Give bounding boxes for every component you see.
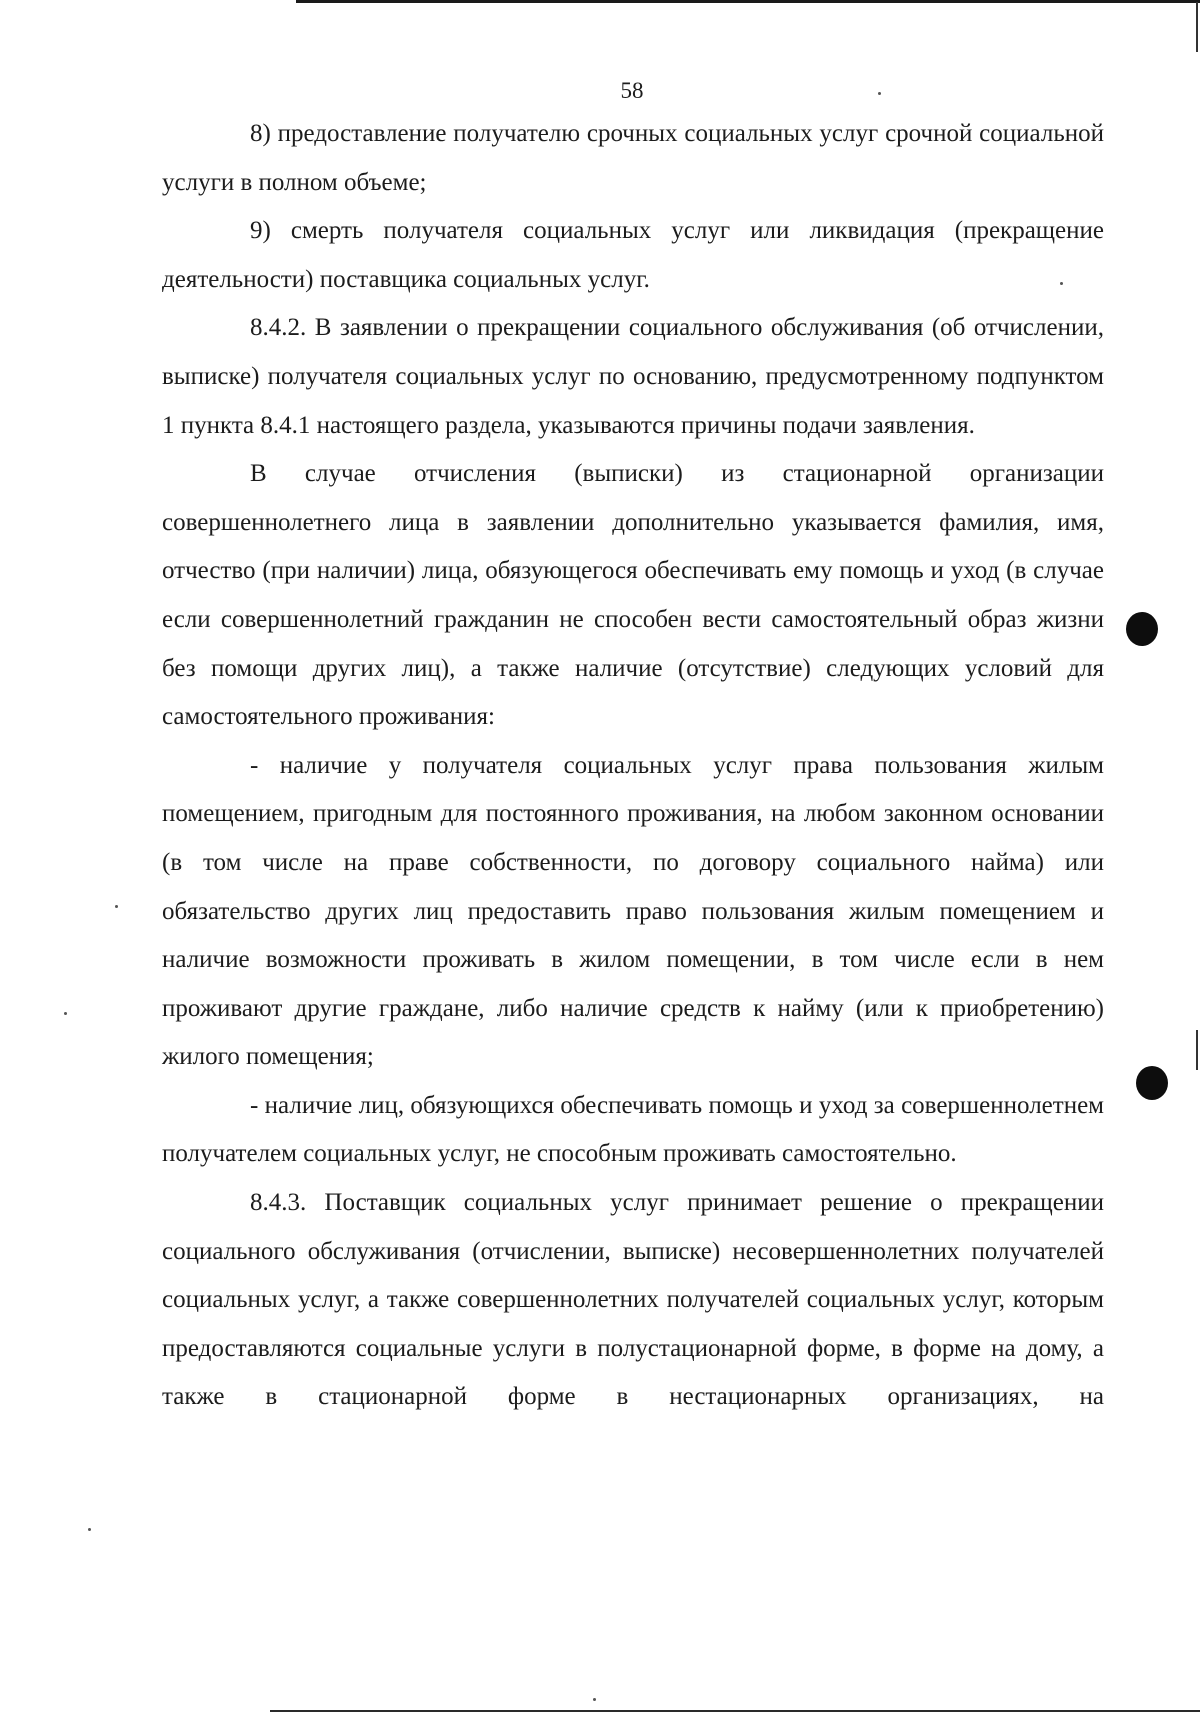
scan-speck	[64, 1012, 67, 1015]
paragraph-item-9: 9) смерть получателя социальных услуг или ликвидация (прекращение деятельности) поставщика социальных услуг.	[162, 217, 1104, 293]
scan-speck	[878, 92, 881, 95]
paragraph-care-persons-condition: - наличие лиц, обязующихся обеспечивать помощь и уход за совершеннолетнем получателем социальных услуг, не способным проживать самостоятельно.	[162, 1091, 1104, 1168]
bottom-edge-rule	[270, 1710, 1200, 1712]
top-edge-rule	[296, 0, 1200, 3]
hole-punch-mark	[1136, 1066, 1168, 1100]
paragraph-8-4-2: 8.4.2. В заявлении о прекращении социального обслуживания (об отчислении, выписке) получателя социальных услуг по основанию, предусмотренному подпунктом 1 пункта 8.4.1 настоящего раздела, указываются причины подачи заявления.	[162, 314, 1104, 439]
scan-speck	[88, 1528, 91, 1531]
paragraph-8-4-3: 8.4.3. Поставщик социальных услуг принимает решение о прекращении социального обслуживания (отчислении, выписке) несовершеннолетних получателей социальных услуг, а также совершеннолетних получателей социальных услуг, которым предоставляются социальные услуги в полустационарной форме, в форме на дому, а также в стационарной форме в нестационарных организациях, на	[162, 1189, 1104, 1411]
paragraph-adult-discharge: В случае отчисления (выписки) из стационарной организации совершеннолетнего лица в заявлении дополнительно указывается фамилия, имя, отчество (при наличии) лица, обязующегося обеспечивать ему помощь и уход (в случае если совершеннолетний гражданин не способен вести самостоятельный образ жизни без помощи других лиц), а также наличие (отсутствие) следующих условий для самостоятельного проживания:	[162, 460, 1104, 731]
paragraph-item-8: 8) предоставление получателю срочных социальных услуг срочной социальной услуги в полном объеме;	[162, 120, 1104, 196]
right-edge-mark	[1196, 2, 1198, 52]
scan-speck	[115, 905, 118, 908]
scan-speck	[1060, 282, 1063, 285]
page-number: 58	[620, 78, 644, 103]
hole-punch-mark	[1126, 612, 1158, 646]
right-edge-mark	[1196, 1030, 1198, 1070]
document-body	[162, 110, 1104, 1422]
paragraph-housing-condition: - наличие у получателя социальных услуг права пользования жилым помещением, пригодным для постоянного проживания, на любом законном основании (в том числе на праве собственности, по договору социального найма) или обязательство других лиц предоставить право пользования жилым помещением и наличие возможности проживать в жилом помещении, в том числе если в нем проживают другие граждане, либо наличие средств к найму (или к приобретению) жилого помещения;	[162, 751, 1104, 1071]
scan-speck	[593, 1698, 596, 1701]
